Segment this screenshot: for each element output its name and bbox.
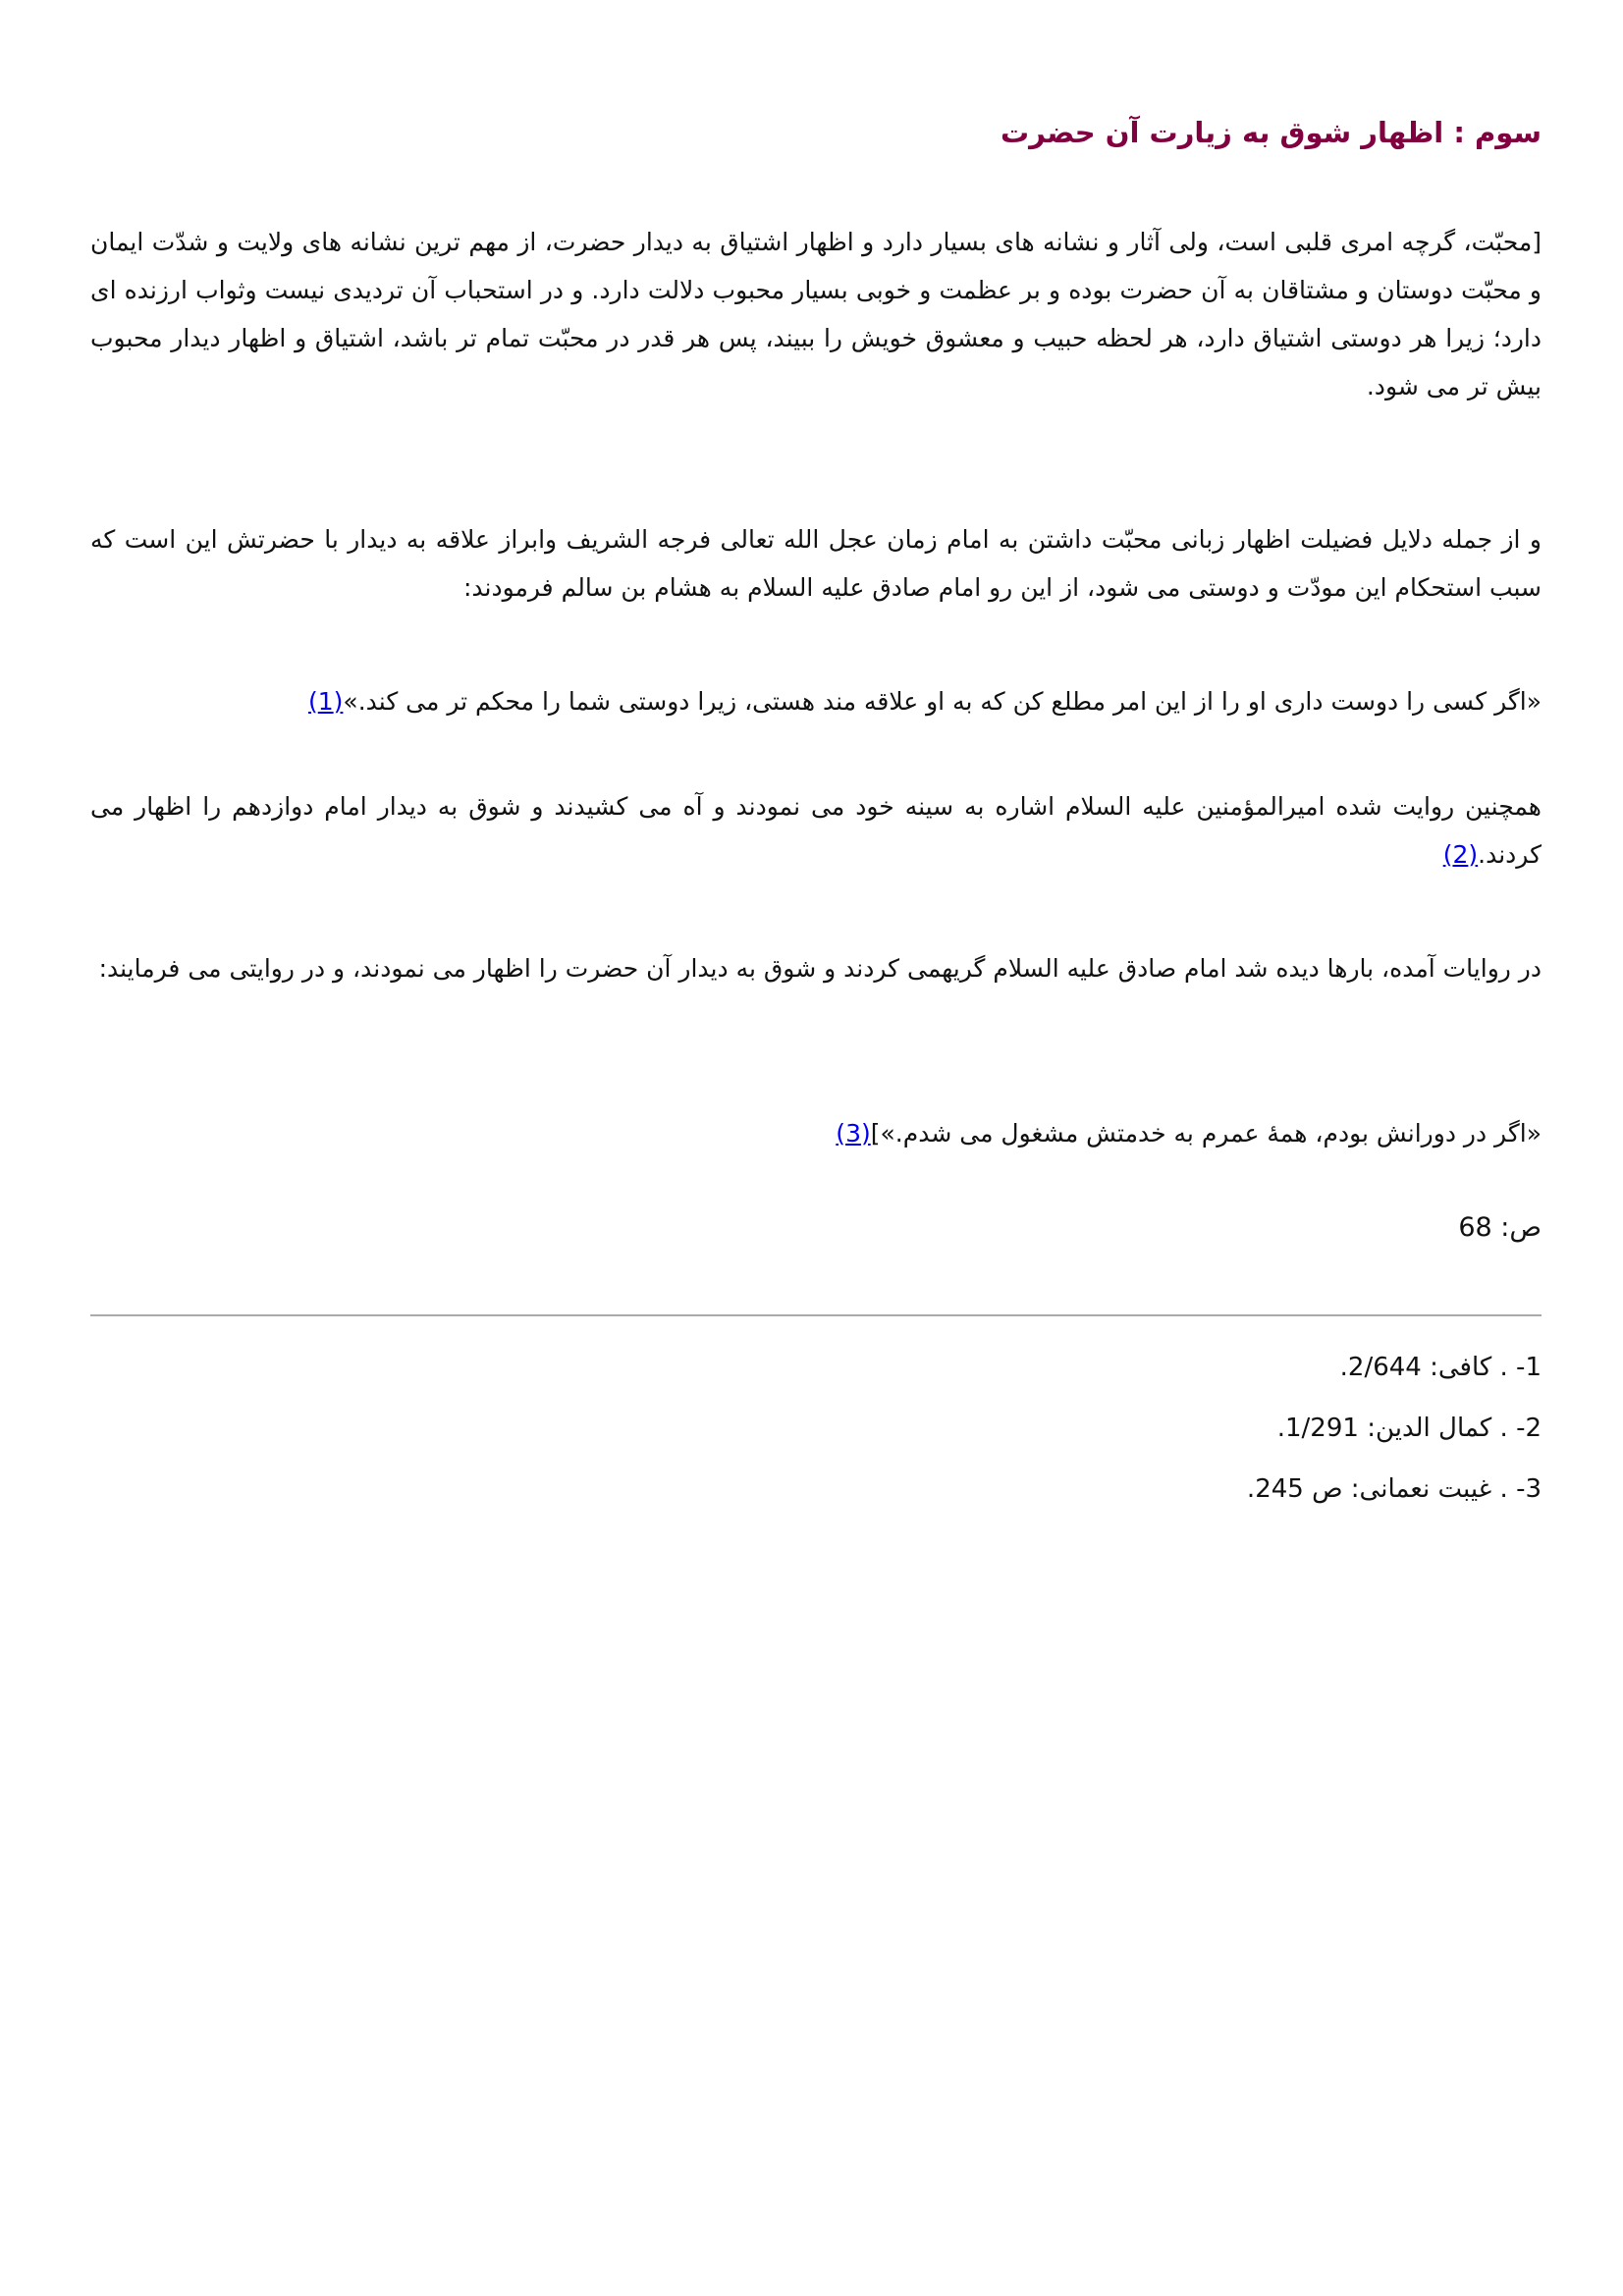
- footnote-link-2[interactable]: (2): [1442, 840, 1479, 869]
- footnote-link-1[interactable]: (1): [307, 687, 344, 716]
- footnote-divider: [90, 1314, 1542, 1316]
- footnotes-list: [1247, 1337, 1542, 1520]
- quote-3-text: «اگر در دورانش بودم، همهٔ عمرم به خدمتش مشغول می شدم.»]: [870, 1119, 1542, 1148]
- amir-text: همچنین روایت شده امیرالمؤمنین علیه السلام اشاره به سینه خود می نمودند و آه می کشیدند و شوق به دیدار امام دوازدهم را اظهار می کردند.: [90, 792, 1542, 869]
- footnote-item-1: 1- . کافی: 2/644.: [1339, 1353, 1542, 1382]
- footnote-item-2: 2- . کمال الدین: 1/291.: [1276, 1414, 1542, 1443]
- page-number: ص: 68: [1458, 1212, 1542, 1243]
- footnote-link-3[interactable]: (3): [836, 1119, 871, 1148]
- paragraph-quote-1: [90, 677, 1542, 725]
- quote-1-text: «اگر کسی را دوست داری او را از این امر مطلع کن که به او علاقه مند هستی، زیرا دوستی شما را محکم تر می کند.»: [343, 687, 1542, 716]
- paragraph-verbal-expression: و از جمله دلایل فضیلت اظهار زبانی محبّت داشتن به امام زمان عجل الله تعالی فرجه الشریف وابراز علاقه به دیدار با حضرتش این است که سبب استحکام این مودّت و دوستی می شود، از این رو امام صادق علیه السلام به هشام بن سالم فرمودند:: [90, 525, 1542, 602]
- paragraph-quote-3: [90, 1109, 1542, 1157]
- paragraph-love-signs: [محبّت، گرچه امری قلبی است، ولی آثار و نشانه های بسیار دارد و اظهار اشتیاق به دیدار حضرت، از مهم ترین نشانه های ولایت و شدّت ایمان و محبّت دوستان و مشتاقان به آن حضرت بوده و بر عظمت و خوبی بسیار محبوب دلالت دارد. و در استحباب آن تردیدی نیست وثواب ارزنده ای دارد؛ زیرا هر دوستی اشتیاق دارد، هر لحظه حبیب و معشوق خویش را ببیند، پس هر قدر در محبّت تمام تر باشد، اشتیاق و اظهار دیدار محبوب بیش تر می شود.: [90, 228, 1542, 400]
- paragraph-imam-sadiq: در روایات آمده، بارها دیده شد امام صادق علیه السلام گریهمی کردند و شوق به دیدار آن حضرت را اظهار می نمودند، و در روایتی می فرمایند:: [98, 954, 1542, 983]
- section-heading: سوم : اظهار شوق به زیارت آن حضرت: [1001, 116, 1542, 149]
- paragraph-amir-al-muminin: [90, 782, 1542, 879]
- footnote-item-3: 3- . غیبت نعمانی: ص 245.: [1246, 1474, 1542, 1504]
